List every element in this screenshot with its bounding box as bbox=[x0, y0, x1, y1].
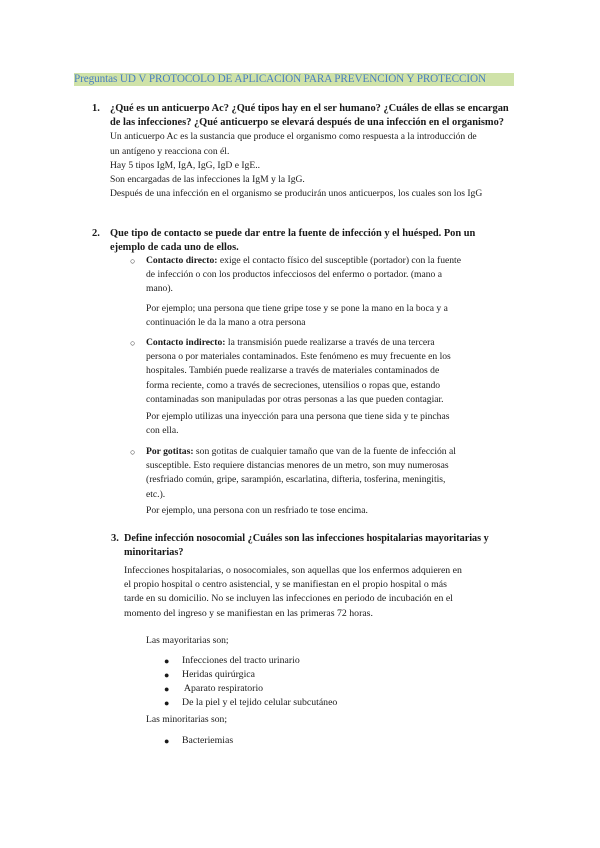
q3-answer-line: Infecciones hospitalarias, o nosocomiales, son aquellas que los enfermos adquieren en bbox=[124, 565, 462, 576]
direct-example-line: continuación le da la mano a otra persona bbox=[146, 317, 306, 329]
gotitas-line: etc.). bbox=[146, 488, 166, 500]
major-item: De la piel y el tejido celular subcutáneo bbox=[182, 697, 338, 708]
indirect-example-line: con ella. bbox=[146, 425, 179, 437]
q1-question-line: ¿Qué es un anticuerpo Ac? ¿Qué tipos hay en el ser humano? ¿Cuáles de ellas se encargan bbox=[110, 103, 509, 114]
q1-block bbox=[110, 102, 530, 201]
gotitas-example-line: Por ejemplo, una persona con un resfriado te tose encima. bbox=[146, 505, 368, 516]
minor-heading: Las minoritarias son; bbox=[146, 714, 227, 725]
q3-question-line: minoritarias? bbox=[124, 547, 184, 559]
q2-question-line: Que tipo de contacto se puede dar entre la fuente de infección y el huésped. Pon un bbox=[110, 228, 476, 239]
filled-bullet-icon: ● bbox=[164, 684, 170, 694]
major-item: Aparato respiratorio bbox=[182, 683, 264, 694]
q3-answer-line: el propio hospital o centro asistencial, y se manifiestan en el propio hospital o más bbox=[124, 579, 447, 591]
gotitas-term: Por gotitas: bbox=[146, 446, 194, 457]
direct-line: de infección o con los productos infecciosos del enfermo o portador. (mano a bbox=[146, 269, 442, 281]
q3-answer-line: tarde en su domicilio. No se incluyen las infecciones en periodo de incubación en el bbox=[124, 593, 453, 605]
direct-example-line: Por ejemplo; una persona que tiene gripe tose y se pone la mano en la boca y a bbox=[146, 303, 448, 314]
q3-answer bbox=[124, 564, 524, 621]
q1-question-line: de las infecciones? ¿Qué anticuerpo se elevará después de una infección en el organismo? bbox=[110, 117, 504, 129]
hollow-bullet-icon: ○ bbox=[130, 256, 136, 266]
q3-number: 3. bbox=[111, 533, 119, 544]
q2-gotitas-example bbox=[146, 504, 506, 518]
q1-number: 1. bbox=[92, 103, 100, 114]
q2-indirect-example bbox=[146, 410, 506, 438]
gotitas-text: son gotitas de cualquier tamaño que van de la fuente de infección al bbox=[193, 446, 456, 457]
major-item: Infecciones del tracto urinario bbox=[182, 655, 300, 666]
q2-direct bbox=[146, 254, 506, 297]
q2-question-line: ejemplo de cada uno de ellos. bbox=[110, 242, 239, 254]
indirect-example-line: Por ejemplo utilizas una inyección para una persona que tiene sida y te pinchas bbox=[146, 411, 450, 422]
minor-item: Bacteriemias bbox=[182, 735, 234, 746]
major-item: Heridas quirúrgica bbox=[182, 669, 255, 680]
q3-question bbox=[124, 532, 524, 560]
q2-question bbox=[110, 227, 530, 255]
q2-direct-example bbox=[146, 302, 506, 330]
major-heading: Las mayoritarias son; bbox=[146, 635, 229, 646]
indirect-line: forma reciente, como a través de secreciones, utensilios o ropas que, estando bbox=[146, 379, 441, 391]
q1-answer-line: Un anticuerpo Ac es la sustancia que produce el organismo como respuesta a la introducción de bbox=[110, 131, 477, 143]
q1-answer-line: Hay 5 tipos IgM, IgA, IgG, IgD e IgE.. bbox=[110, 159, 261, 171]
q1-answer-line: Después de una infección en el organismo se producirán unos anticuerpos, los cuales son los IgG bbox=[110, 188, 483, 200]
direct-line: mano). bbox=[146, 283, 173, 295]
q2-number: 2. bbox=[92, 228, 100, 239]
indirect-line: contaminadas son manipuladas por otras personas a las que pueden contagiar. bbox=[146, 393, 444, 405]
q2-gotitas bbox=[146, 445, 506, 502]
gotitas-line: susceptible. Esto requiere distancias menores de un metro, son muy numerosas bbox=[146, 460, 449, 472]
hollow-bullet-icon: ○ bbox=[130, 338, 136, 348]
indirect-term: Contacto indirecto: bbox=[146, 337, 226, 348]
q1-answer-line: un antígeno y reacciona con él. bbox=[110, 145, 230, 157]
indirect-text: la transmisión puede realizarse a través de una tercera bbox=[225, 337, 435, 348]
filled-bullet-icon: ● bbox=[164, 656, 170, 666]
gotitas-line: (resfriado común, gripe, sarampión, escarlatina, difteria, tosferina, meningitis, bbox=[146, 474, 446, 486]
direct-text: exige el contacto físico del susceptible (portador) con la fuente bbox=[217, 255, 461, 266]
document-title: Preguntas UD V PROTOCOLO DE APLICACIÓN PARA PREVENCIÓN Y PROTECCIÓN bbox=[74, 73, 514, 86]
direct-term: Contacto directo: bbox=[146, 255, 218, 266]
filled-bullet-icon: ● bbox=[164, 736, 170, 746]
q3-answer-line: momento del ingreso y se manifiestan en las primeras 72 horas. bbox=[124, 607, 373, 619]
filled-bullet-icon: ● bbox=[164, 670, 170, 680]
q2-indirect bbox=[146, 336, 506, 407]
q1-answer-line: Son encargadas de las infecciones la IgM y la IgG. bbox=[110, 174, 305, 186]
q3-question-line: Define infección nosocomial ¿Cuáles son las infecciones hospitalarias mayoritarias y bbox=[124, 533, 489, 544]
filled-bullet-icon: ● bbox=[164, 698, 170, 708]
indirect-line: persona o por materiales contaminados. Este fenómeno es muy frecuente en los bbox=[146, 351, 451, 363]
hollow-bullet-icon: ○ bbox=[130, 447, 136, 457]
indirect-line: hospitales. También puede realizarse a través de materiales contaminados de bbox=[146, 365, 440, 377]
